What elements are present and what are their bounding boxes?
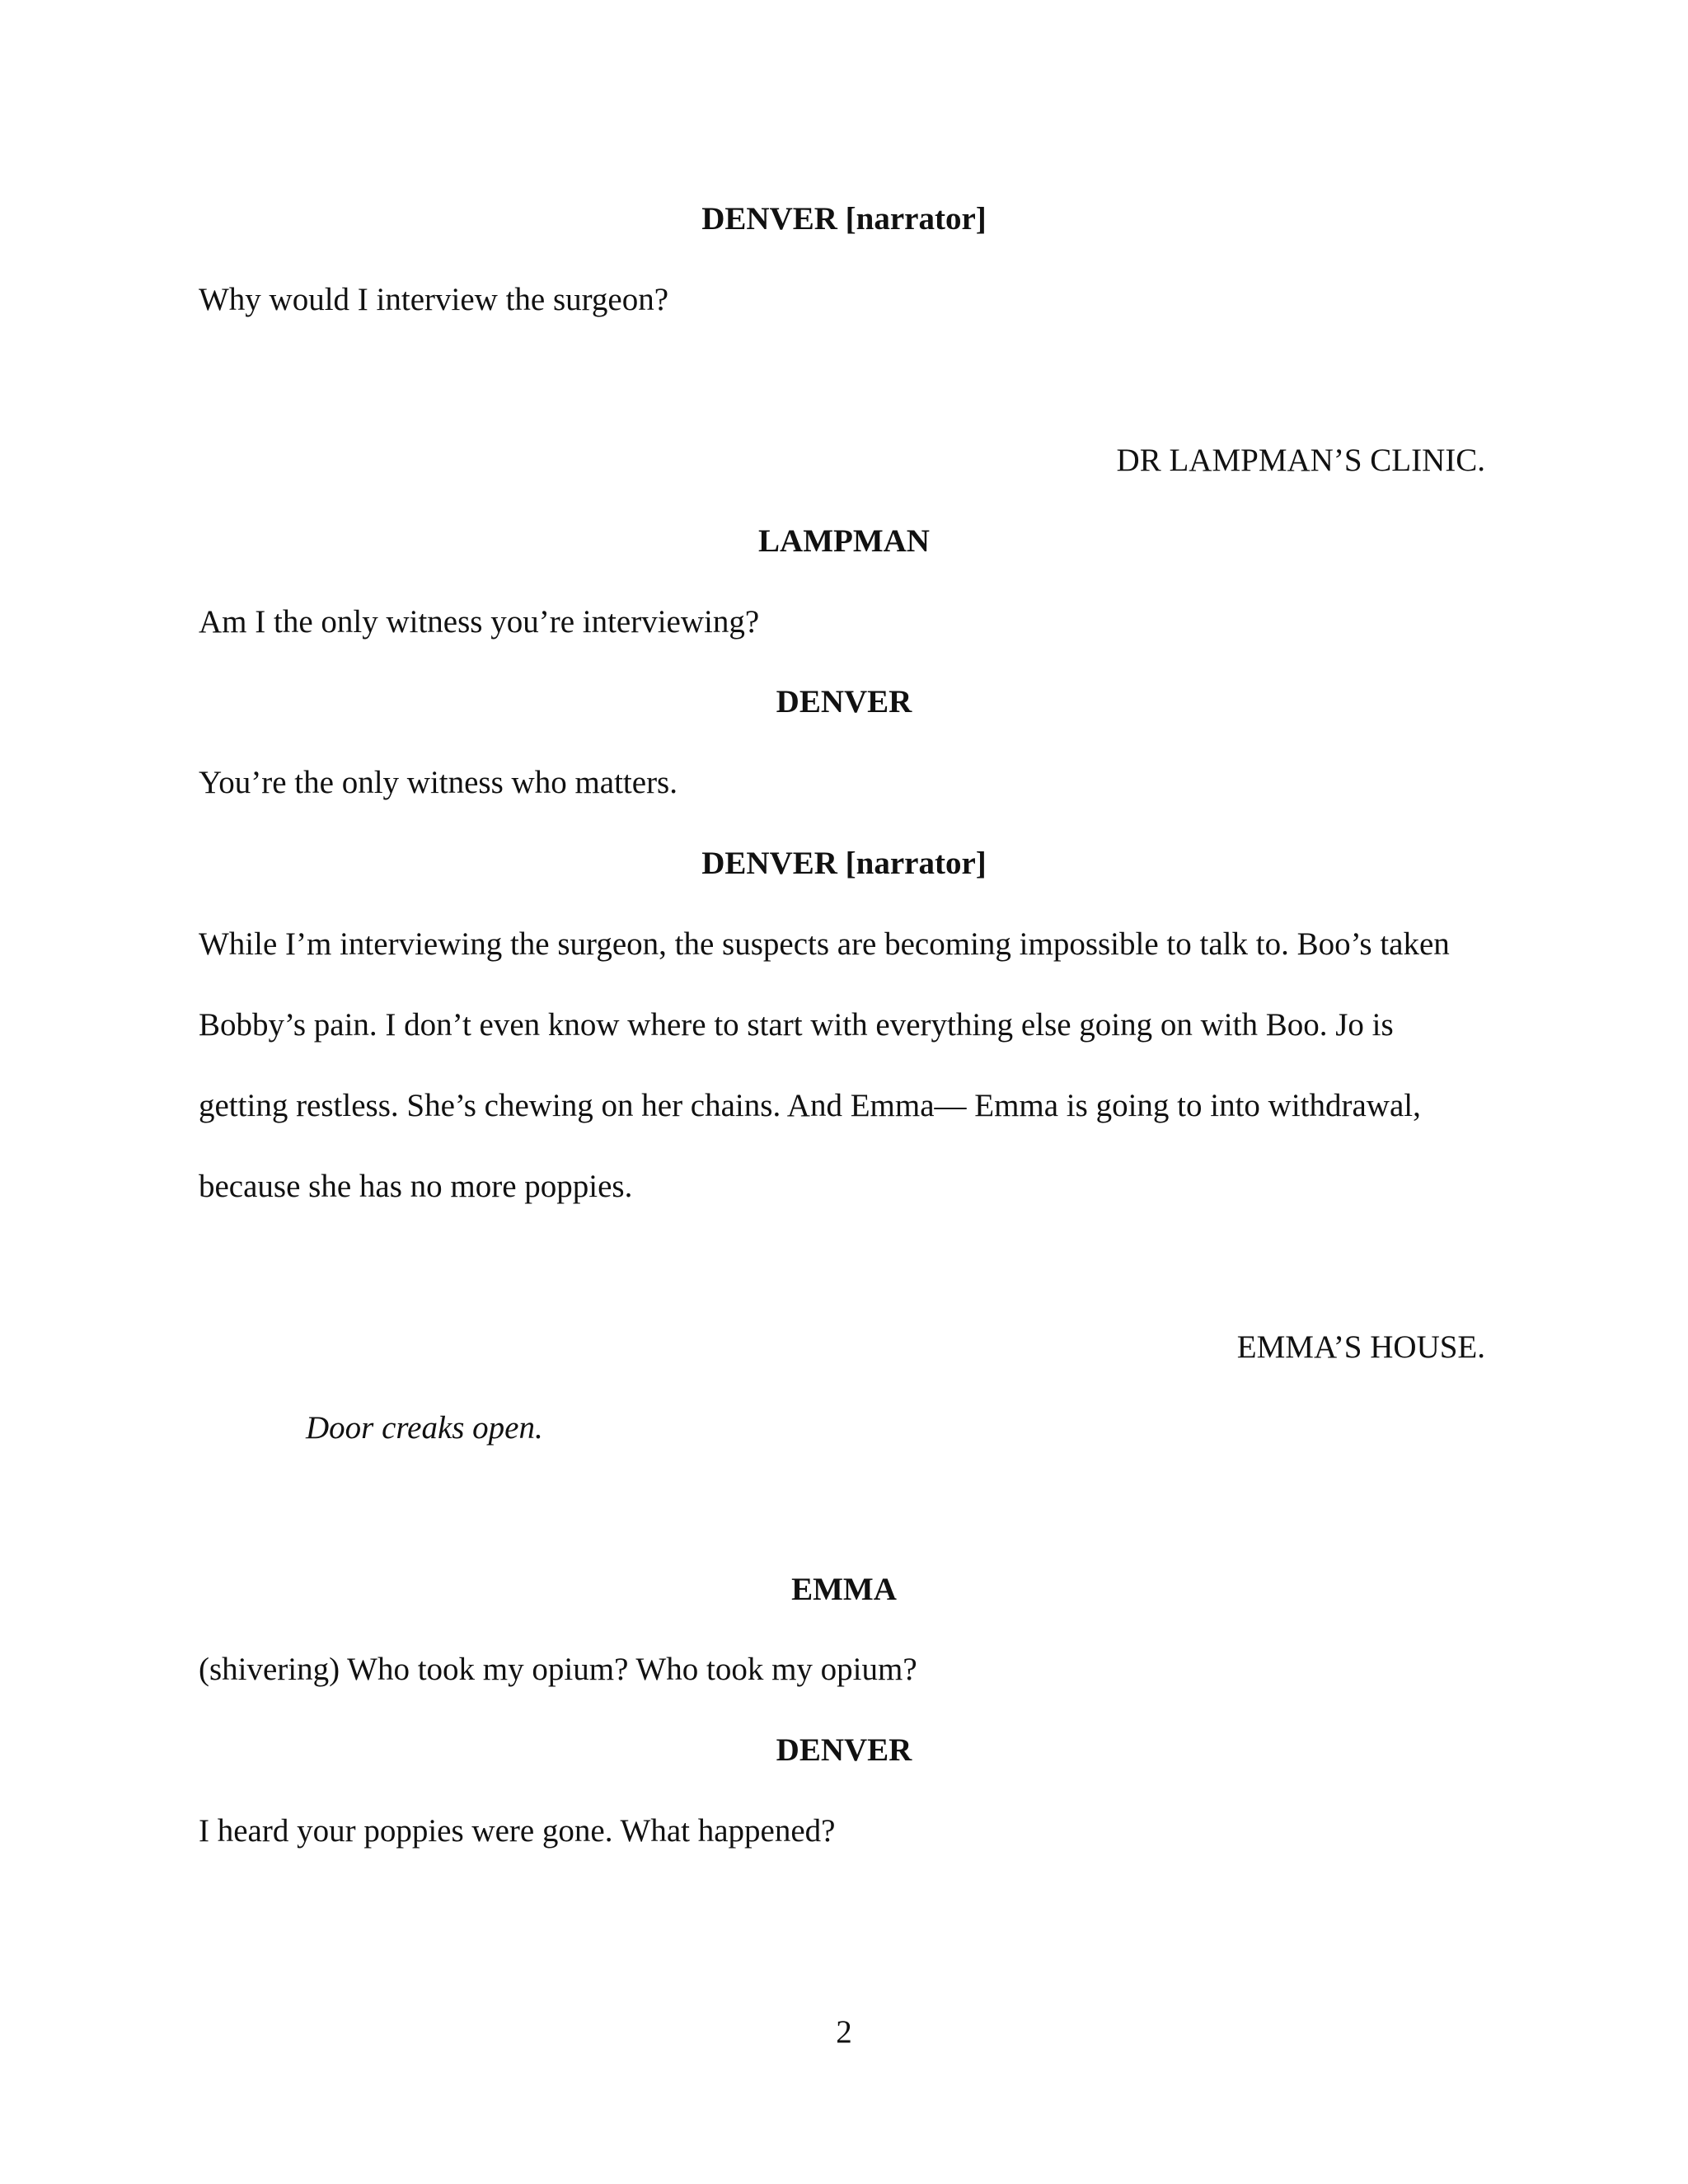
- dialogue-line: You’re the only witness who matters.: [199, 765, 678, 800]
- speaker-denver: DENVER: [776, 684, 912, 719]
- narration-line: While I’m interviewing the surgeon, the suspects are becoming impossible to talk to. Boo’s taken: [199, 926, 1450, 962]
- scene-heading: DR LAMPMAN’S CLINIC.: [1116, 443, 1485, 478]
- stage-direction: Door creaks open.: [306, 1410, 543, 1446]
- speaker-emma: EMMA: [791, 1572, 897, 1607]
- speaker-denver-narrator: DENVER [narrator]: [701, 201, 987, 237]
- dialogue-line: (shivering) Who took my opium? Who took my opium?: [199, 1652, 917, 1687]
- speaker-denver-narrator: DENVER [narrator]: [701, 846, 987, 881]
- dialogue-line: I heard your poppies were gone. What happened?: [199, 1813, 836, 1849]
- narration-line: because she has no more poppies.: [199, 1169, 633, 1204]
- scene-heading: EMMA’S HOUSE.: [1236, 1329, 1485, 1365]
- page-number: 2: [836, 2014, 852, 2050]
- dialogue-line: Am I the only witness you’re interviewing?: [199, 604, 760, 640]
- speaker-lampman: LAMPMAN: [758, 523, 930, 559]
- narration-line: Bobby’s pain. I don’t even know where to start with everything else going on with Boo. Jo is: [199, 1007, 1394, 1043]
- speaker-denver: DENVER: [776, 1732, 912, 1768]
- dialogue-line: Why would I interview the surgeon?: [199, 282, 669, 317]
- narration-line: getting restless. She’s chewing on her chains. And Emma— Emma is going to into withdrawal,: [199, 1088, 1421, 1123]
